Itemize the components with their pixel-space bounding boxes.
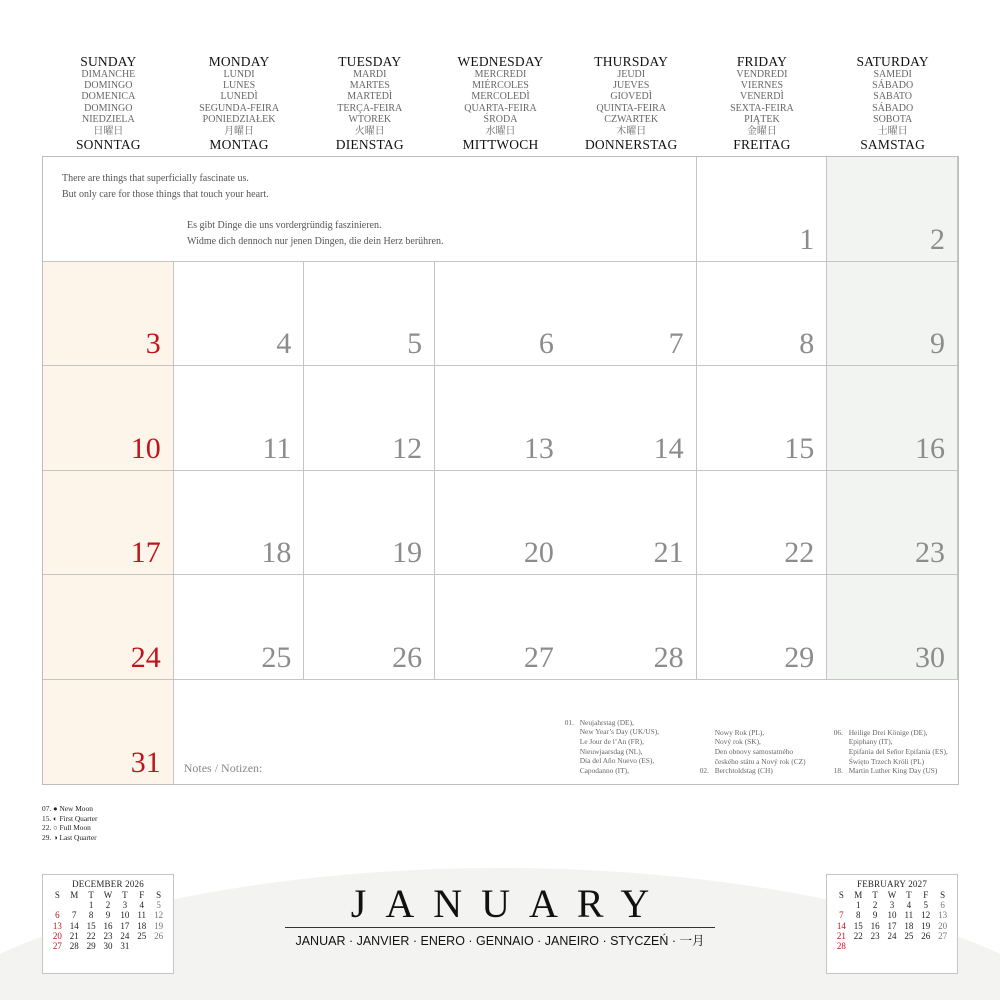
weekday-translation: ŚRODA (483, 114, 518, 126)
holiday-entry (700, 737, 806, 747)
weekday-translation: MIÉRCOLES (472, 79, 529, 91)
mini-day (133, 941, 150, 951)
day-cell[interactable] (174, 575, 305, 680)
day-cell[interactable] (174, 471, 305, 576)
holiday-entry (565, 718, 659, 728)
weekday-en: WEDNESDAY (457, 54, 544, 69)
holiday-date: 02. (699, 766, 709, 776)
moon-label: New Moon (59, 804, 93, 813)
weekday-translation: QUARTA-FEIRA (464, 102, 537, 114)
weekday-translation: SÁBADO (872, 102, 914, 114)
day-cell[interactable] (43, 366, 174, 471)
weekday-translation: LUNEDÌ (220, 91, 258, 103)
holiday-entry (700, 757, 806, 767)
day-cell[interactable] (304, 471, 435, 576)
mini-day (833, 900, 850, 910)
weekday-translation: LUNDI (223, 68, 255, 80)
mini-day: 2 (872, 900, 878, 911)
holiday-entry (565, 737, 659, 747)
weekday-translation: MARTES (349, 79, 390, 91)
weekday-de: SONNTAG (75, 136, 141, 152)
day-cell[interactable] (43, 262, 174, 367)
mini-day: 11 (137, 910, 147, 921)
holiday-date (565, 727, 580, 737)
weekday-tuesday (304, 55, 435, 155)
mini-day: 31 (120, 941, 130, 952)
mini-day: 3 (122, 900, 128, 911)
weekday-translation: DOMINGO (84, 79, 133, 91)
holiday-name: Nieuwjaarsdag (NL), (579, 746, 643, 756)
day-cell[interactable] (435, 575, 566, 680)
day-cell[interactable] (174, 366, 305, 471)
notes-area[interactable] (174, 680, 958, 785)
mini-weekday-label: T (872, 890, 878, 900)
day-number: 6 (538, 327, 554, 360)
mini-day: 22 (853, 930, 863, 941)
weekday-translation: VENDREDI (736, 68, 788, 80)
day-number: 4 (276, 327, 292, 360)
weekday-en: MONDAY (208, 54, 270, 69)
day-cell[interactable] (827, 157, 958, 262)
mini-day: 1 (856, 900, 861, 911)
day-number: 22 (784, 536, 815, 569)
mini-day: 24 (887, 930, 897, 941)
weekday-wednesday (435, 55, 566, 155)
weekday-translation: QUINTA-FEIRA (596, 102, 667, 114)
moon-date: 22. (42, 823, 52, 833)
day-number: 5 (407, 327, 423, 360)
holiday-entry (834, 737, 948, 747)
day-cell[interactable] (697, 262, 828, 367)
mini-day (850, 941, 867, 951)
moon-date: 15. (42, 813, 52, 823)
weekday-translation: DOMINGO (84, 102, 133, 114)
quote-line: Es gibt Dinge die uns vordergründig faszinieren. (187, 220, 382, 231)
day-number: 7 (668, 327, 684, 360)
holiday-date (700, 728, 715, 738)
holiday-entry (700, 766, 806, 776)
mini-day: 24 (120, 930, 130, 941)
day-cell[interactable] (697, 366, 828, 471)
mini-day: 25 (904, 930, 914, 941)
mini-weekday-label: T (906, 890, 912, 900)
holiday-name: New Year’s Day (UK/US), (579, 727, 660, 737)
mini-day: 7 (839, 910, 844, 921)
mini-day: 17 (120, 920, 130, 931)
mini-weekday-label: M (854, 890, 863, 900)
mini-weekday-label: F (139, 890, 145, 900)
moon-date: 29. (42, 833, 52, 843)
mini-day: 20 (938, 920, 948, 931)
mini-day (49, 900, 66, 910)
day-cell[interactable] (304, 262, 435, 367)
day-cell[interactable] (697, 471, 828, 576)
mini-day: 28 (69, 941, 79, 952)
mini-day: 5 (923, 900, 928, 911)
weekday-translation: JEUDI (617, 68, 646, 80)
holiday-date: 01. (564, 717, 574, 727)
weekday-de: SAMSTAG (860, 136, 926, 152)
mini-day: 29 (86, 941, 96, 952)
month-title-block (285, 881, 715, 949)
day-number: 8 (799, 327, 815, 360)
weekday-translation: DOMENICA (81, 91, 136, 103)
mini-day: 23 (870, 930, 880, 941)
day-number: 13 (523, 431, 554, 465)
weekday-translation: VENERDÌ (739, 91, 784, 103)
mini-day: 22 (86, 930, 96, 941)
mini-day: 21 (836, 930, 846, 941)
day-cell[interactable] (435, 366, 566, 471)
weekday-translation: 土曜日 (877, 125, 908, 137)
mini-day: 26 (921, 930, 931, 941)
holiday-date (700, 757, 715, 767)
weekday-translation: NIEDZIELA (81, 114, 135, 126)
mini-day: 4 (906, 900, 912, 911)
mini-day (867, 941, 884, 951)
holiday-name: Epifanía del Señor Epifanía (ES), (848, 746, 948, 756)
mini-weekday-label: W (887, 890, 897, 900)
holiday-name: Den obnovy samostatného (714, 746, 794, 756)
mini-day: 13 (938, 910, 948, 921)
weekday-translation: 日曜日 (93, 125, 124, 137)
weekday-translation: 月曜日 (224, 125, 255, 137)
weekday-translation: CZWARTEK (604, 114, 659, 126)
holiday-entry (834, 747, 948, 757)
mini-day: 1 (88, 900, 94, 911)
moon-label: First Quarter (59, 813, 98, 823)
weekday-friday (697, 55, 828, 155)
weekday-saturday (827, 55, 958, 155)
day-number: 28 (653, 640, 684, 674)
day-number: 18 (261, 536, 292, 569)
mini-day: 14 (836, 920, 846, 931)
mini-day: 27 (938, 930, 948, 941)
mini-day: 20 (52, 930, 62, 941)
moon-phase-new (42, 804, 97, 814)
weekday-sunday (43, 55, 174, 155)
day-number: 2 (929, 222, 945, 256)
day-number: 15 (784, 431, 815, 465)
day-number: 14 (653, 431, 684, 465)
mini-calendar-title: DECEMBER 2026 (72, 879, 144, 889)
holiday-date (834, 757, 849, 767)
mini-day: 7 (72, 910, 77, 921)
notes-label: Notes / Notizen: (183, 761, 263, 775)
weekday-translation: PIĄTEK (744, 114, 780, 126)
full-moon-icon: ○ (53, 823, 58, 833)
mini-day: 2 (105, 900, 111, 911)
holiday-date: 18. (833, 766, 843, 776)
day-cell[interactable] (43, 680, 174, 785)
weekday-translation: WTOREK (348, 114, 392, 126)
day-cell[interactable] (435, 262, 566, 367)
holiday-date (565, 737, 580, 747)
holiday-name: Le Jour de l’An (FR), (579, 736, 644, 746)
mini-weekday-label: S (838, 890, 844, 900)
weekday-en: THURSDAY (594, 54, 669, 69)
mini-day: 11 (904, 910, 914, 921)
day-cell[interactable] (827, 366, 958, 471)
weekday-en: SUNDAY (80, 54, 137, 69)
mini-day: 3 (889, 900, 895, 911)
holiday-entry (700, 728, 806, 738)
holiday-name: Martin Luther King Day (US) (848, 766, 938, 776)
day-number: 9 (929, 327, 945, 360)
holiday-name: Nový rok (SK), (714, 737, 761, 747)
mini-calendar-grid (833, 890, 951, 951)
mini-day: 10 (887, 910, 897, 921)
calendar-grid (42, 156, 959, 785)
quote-english (62, 171, 269, 203)
mini-day: 13 (52, 920, 62, 931)
mini-day (900, 941, 917, 951)
mini-day: 19 (154, 920, 164, 931)
holiday-name: Epiphany (IT), (848, 737, 893, 747)
mini-calendar-title: FEBRUARY 2027 (856, 879, 928, 889)
weekday-translation: VIERNES (740, 79, 784, 91)
weekday-translation: SEGUNDA-FEIRA (199, 102, 280, 114)
weekday-translation: MERCREDI (474, 68, 527, 80)
first-quarter-icon: ◐ (53, 813, 58, 823)
weekday-de: MONTAG (209, 136, 269, 152)
weekday-translation: GIOVEDÌ (610, 91, 653, 103)
holiday-name: Nowy Rok (PL), (714, 727, 765, 737)
day-cell[interactable] (827, 471, 958, 576)
holiday-name: Berchtoldstag (CH) (714, 766, 773, 776)
holiday-date: 06. (833, 727, 843, 737)
mini-day: 16 (103, 920, 113, 931)
mini-day: 12 (154, 910, 164, 921)
day-number: 27 (523, 640, 554, 674)
day-number: 21 (653, 536, 684, 569)
mini-day: 19 (921, 920, 931, 931)
month-divider (285, 927, 715, 928)
day-number: 19 (392, 536, 423, 569)
weekday-translation: LUNES (222, 79, 256, 91)
holiday-list (565, 718, 659, 776)
day-number: 20 (523, 536, 554, 569)
mini-weekday-label: S (940, 890, 946, 900)
mini-day: 12 (921, 910, 931, 921)
mini-day: 25 (137, 930, 147, 941)
weekday-en: FRIDAY (736, 54, 788, 69)
weekday-translation: 火曜日 (354, 125, 385, 137)
weekday-thursday (566, 55, 697, 155)
day-cell[interactable] (304, 366, 435, 471)
weekday-translation: MARTEDÌ (347, 91, 393, 103)
moon-phase-first-quarter (42, 814, 97, 824)
mini-day: 6 (55, 910, 60, 921)
mini-day: 28 (836, 941, 846, 952)
day-cell[interactable] (43, 575, 174, 680)
holiday-entry (834, 757, 948, 767)
mini-weekday-label: F (923, 890, 929, 900)
mini-day (884, 941, 901, 951)
holiday-name: Día del Año Nuevo (ES), (579, 756, 655, 766)
day-number: 10 (130, 431, 161, 465)
mini-calendar-next (826, 874, 958, 974)
weekday-translation: SOBOTA (873, 114, 913, 126)
day-number: 1 (799, 222, 815, 256)
holiday-list (834, 728, 948, 777)
holiday-date (565, 766, 580, 776)
day-number: 24 (130, 640, 161, 674)
moon-date: 07. (42, 804, 52, 813)
mini-day (917, 941, 934, 951)
mini-day: 18 (904, 920, 914, 931)
moon-label: Last Quarter (59, 833, 97, 843)
holiday-date (834, 737, 849, 747)
day-number: 26 (392, 640, 423, 674)
holiday-date (700, 747, 715, 757)
mini-day: 27 (52, 941, 62, 952)
day-number: 16 (914, 431, 945, 465)
quote-line: But only care for those things that touch your heart. (62, 189, 269, 200)
day-cell[interactable] (697, 157, 828, 262)
mini-day: 4 (139, 900, 144, 911)
mini-weekday-label: M (70, 890, 79, 900)
day-cell[interactable] (435, 471, 566, 576)
mini-day: 15 (86, 920, 96, 931)
new-moon-icon: ● (53, 804, 58, 813)
weekday-translation: TERÇA-FEIRA (337, 102, 403, 114)
holiday-name: Heilige Drei Könige (DE), (848, 727, 928, 737)
mini-weekday-label: T (122, 890, 128, 900)
quote-line: There are things that superficially fascinate us. (62, 173, 249, 184)
mini-day: 8 (88, 910, 94, 921)
weekday-translation: JUEVES (613, 79, 650, 91)
weekday-de: DIENSTAG (335, 136, 404, 152)
day-number: 29 (784, 640, 815, 674)
holiday-name: Święto Trzech Króli (PL) (848, 756, 925, 766)
moon-label: Full Moon (59, 823, 91, 833)
weekday-monday (174, 55, 305, 155)
day-cell[interactable] (697, 575, 828, 680)
quote-box (43, 157, 697, 262)
moon-phase-last-quarter (42, 833, 97, 843)
weekday-translation: SÁBADO (872, 79, 914, 91)
holiday-date (565, 747, 580, 757)
weekday-en: TUESDAY (338, 54, 402, 69)
month-title: JANUARY (350, 881, 669, 926)
mini-day (150, 941, 167, 951)
mini-day: 26 (154, 930, 164, 941)
mini-weekday-label: W (103, 890, 113, 900)
mini-day: 18 (137, 920, 147, 931)
mini-weekday-label: T (88, 890, 94, 900)
day-number: 23 (914, 536, 945, 569)
day-number: 17 (130, 536, 161, 569)
mini-day: 15 (853, 920, 863, 931)
mini-day: 5 (156, 900, 161, 911)
day-number: 25 (261, 640, 292, 674)
holiday-entry (565, 747, 659, 757)
weekday-translation: DIMANCHE (81, 68, 136, 80)
mini-day: 21 (69, 930, 79, 941)
holiday-name: Capodanno (IT), (579, 766, 629, 776)
mini-day: 10 (120, 910, 130, 921)
quote-line: Widme dich dennoch nur jenen Dingen, die dein Herz berühren. (187, 236, 444, 247)
weekday-translation: 水曜日 (485, 125, 516, 137)
day-cell[interactable] (827, 262, 958, 367)
weekday-de: MITTWOCH (462, 136, 539, 152)
quote-german (187, 218, 443, 250)
mini-day: 23 (103, 930, 113, 941)
holiday-name: Neujahrstag (DE), (579, 717, 634, 727)
weekday-en: SATURDAY (856, 54, 929, 69)
day-cell[interactable] (566, 366, 697, 471)
holiday-entry (565, 756, 659, 766)
weekday-de: DONNERSTAG (584, 136, 678, 152)
holiday-date (565, 756, 580, 766)
day-number: 30 (914, 640, 945, 674)
mini-weekday-label: S (156, 890, 162, 900)
holiday-entry (834, 728, 948, 738)
last-quarter-icon: ◑ (53, 833, 58, 843)
mini-day: 9 (105, 910, 111, 921)
month-translations: JANUAR · JANVIER · ENERO · GENNAIO · JANEIRO · STYCZEŃ · 一月 (295, 934, 705, 948)
mini-day: 14 (69, 920, 79, 931)
day-number: 31 (130, 746, 161, 779)
holiday-entry (565, 766, 659, 776)
day-number: 12 (392, 431, 423, 465)
day-cell[interactable] (566, 471, 697, 576)
day-cell[interactable] (566, 575, 697, 680)
day-cell[interactable] (566, 262, 697, 367)
weekday-translation: MARDI (353, 68, 387, 80)
day-cell[interactable] (174, 262, 305, 367)
weekday-de: FREITAG (733, 136, 791, 152)
mini-calendar-previous (42, 874, 174, 974)
weekday-translation: SAMEDI (873, 68, 912, 80)
holiday-date (700, 737, 715, 747)
holiday-entry (565, 727, 659, 737)
holiday-list (700, 728, 806, 777)
mini-weekday-label: S (54, 890, 60, 900)
day-cell[interactable] (43, 471, 174, 576)
mini-day: 17 (887, 920, 897, 931)
day-number: 11 (262, 431, 292, 465)
mini-day: 8 (856, 910, 861, 921)
weekday-translation: 木曜日 (616, 125, 647, 137)
holiday-name: českého státu a Nový rok (CZ) (714, 756, 806, 766)
mini-day: 30 (103, 941, 113, 952)
weekday-translation: SABATO (873, 91, 912, 103)
mini-day (66, 900, 83, 910)
mini-day: 16 (870, 920, 880, 931)
holiday-date (834, 747, 849, 757)
holiday-entry (700, 747, 806, 757)
weekday-translation: MERCOLEDÌ (471, 91, 530, 103)
mini-day: 6 (940, 900, 945, 911)
weekday-translation: SEXTA-FEIRA (730, 102, 794, 114)
moon-phases (42, 804, 97, 843)
holiday-entry (834, 766, 948, 776)
weekday-translation: 金曜日 (746, 125, 777, 137)
day-cell[interactable] (304, 575, 435, 680)
day-cell[interactable] (827, 575, 958, 680)
mini-day: 9 (872, 910, 878, 921)
day-number: 3 (145, 327, 161, 360)
weekday-translation: PONIEDZIAŁEK (202, 114, 276, 126)
mini-day (934, 941, 951, 951)
weekday-header (43, 55, 958, 155)
moon-phase-full (42, 823, 97, 833)
mini-calendar-grid (49, 890, 167, 951)
